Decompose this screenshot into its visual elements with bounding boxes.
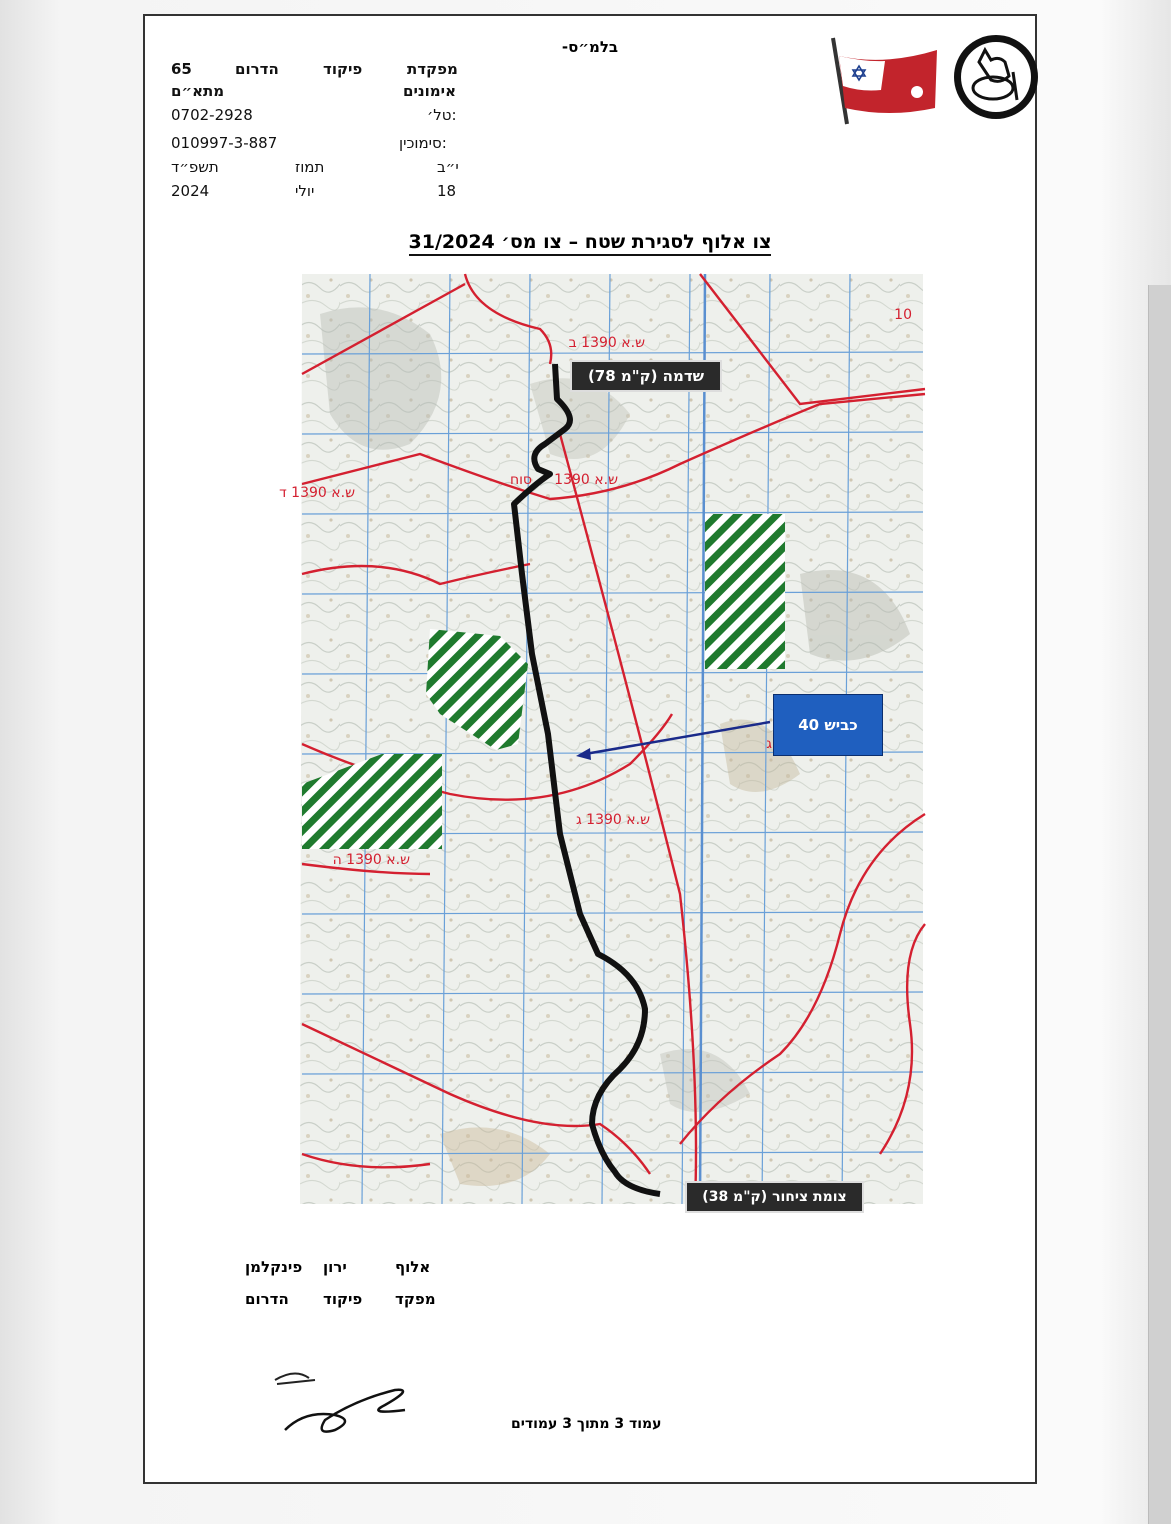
grid-label-soch: סוח — [509, 472, 532, 488]
reference-number: 010997-3-887 — [171, 134, 278, 152]
phone-label: טל׳: — [427, 106, 457, 124]
signer-last-name: פינקלמן — [245, 1258, 303, 1276]
signer-role-2: פיקוד — [323, 1290, 363, 1308]
phone-number: 0702-2928 — [171, 106, 253, 124]
next-page-edge — [1148, 285, 1171, 1524]
closed-area-east — [705, 514, 785, 669]
command-flag-logo — [825, 34, 945, 134]
handwritten-signature — [265, 1360, 425, 1440]
label-sdeh: שדמה (ק"מ 78) — [570, 360, 722, 392]
signer-role: מפקד — [395, 1290, 436, 1308]
document-page — [143, 14, 1037, 1484]
reference-label: סימוכין: — [399, 134, 447, 152]
closure-map — [279, 274, 925, 1205]
grid-label-h: ש.א 1390 ה — [332, 852, 410, 868]
signer-role-3: הדרום — [245, 1290, 289, 1308]
unit-emblem-logo — [951, 32, 1041, 122]
unit-label: מפקדת — [407, 60, 458, 78]
grid-label-b: ש.א 1390 ב — [568, 335, 645, 351]
hebrew-day: י״ב — [437, 158, 459, 176]
gregorian-year: 2024 — [171, 182, 210, 200]
order-title: צו אלוף לסגירת שטח – צו מס׳ 31/2024 — [145, 231, 1035, 253]
unit-label-3: הדרום — [235, 60, 279, 78]
grid-label-gimel: ג — [766, 736, 772, 752]
hebrew-year: תשפ״ד — [171, 158, 219, 176]
unit-code: 65 — [171, 60, 192, 78]
label-road-40: כביש 40 — [773, 694, 883, 756]
grid-label-g: ש.א 1390 ג — [575, 812, 650, 828]
gregorian-day: 18 — [437, 182, 457, 200]
unit-label-2: פיקוד — [323, 60, 363, 78]
grid-label-main: ש.א 1390 — [554, 472, 618, 488]
grid-label-10: 10 — [894, 307, 912, 323]
signer-rank: אלוף — [395, 1258, 431, 1276]
signer-first-name: ירון — [323, 1258, 347, 1276]
dept-name: אימונים — [403, 82, 456, 100]
gregorian-month: יולי — [295, 182, 315, 200]
hebrew-month: תמוז — [295, 158, 325, 176]
label-tzihor-junction: צומת ציחור (ק"מ 38) — [685, 1181, 864, 1213]
grid-label-d: ש.א 1390 ד — [279, 485, 355, 501]
dept-code: מתא״ם — [171, 82, 225, 100]
classification-mark: -בלמ״ס — [561, 38, 619, 56]
page-counter: עמוד 3 מתוך 3 עמודים — [511, 1416, 662, 1432]
